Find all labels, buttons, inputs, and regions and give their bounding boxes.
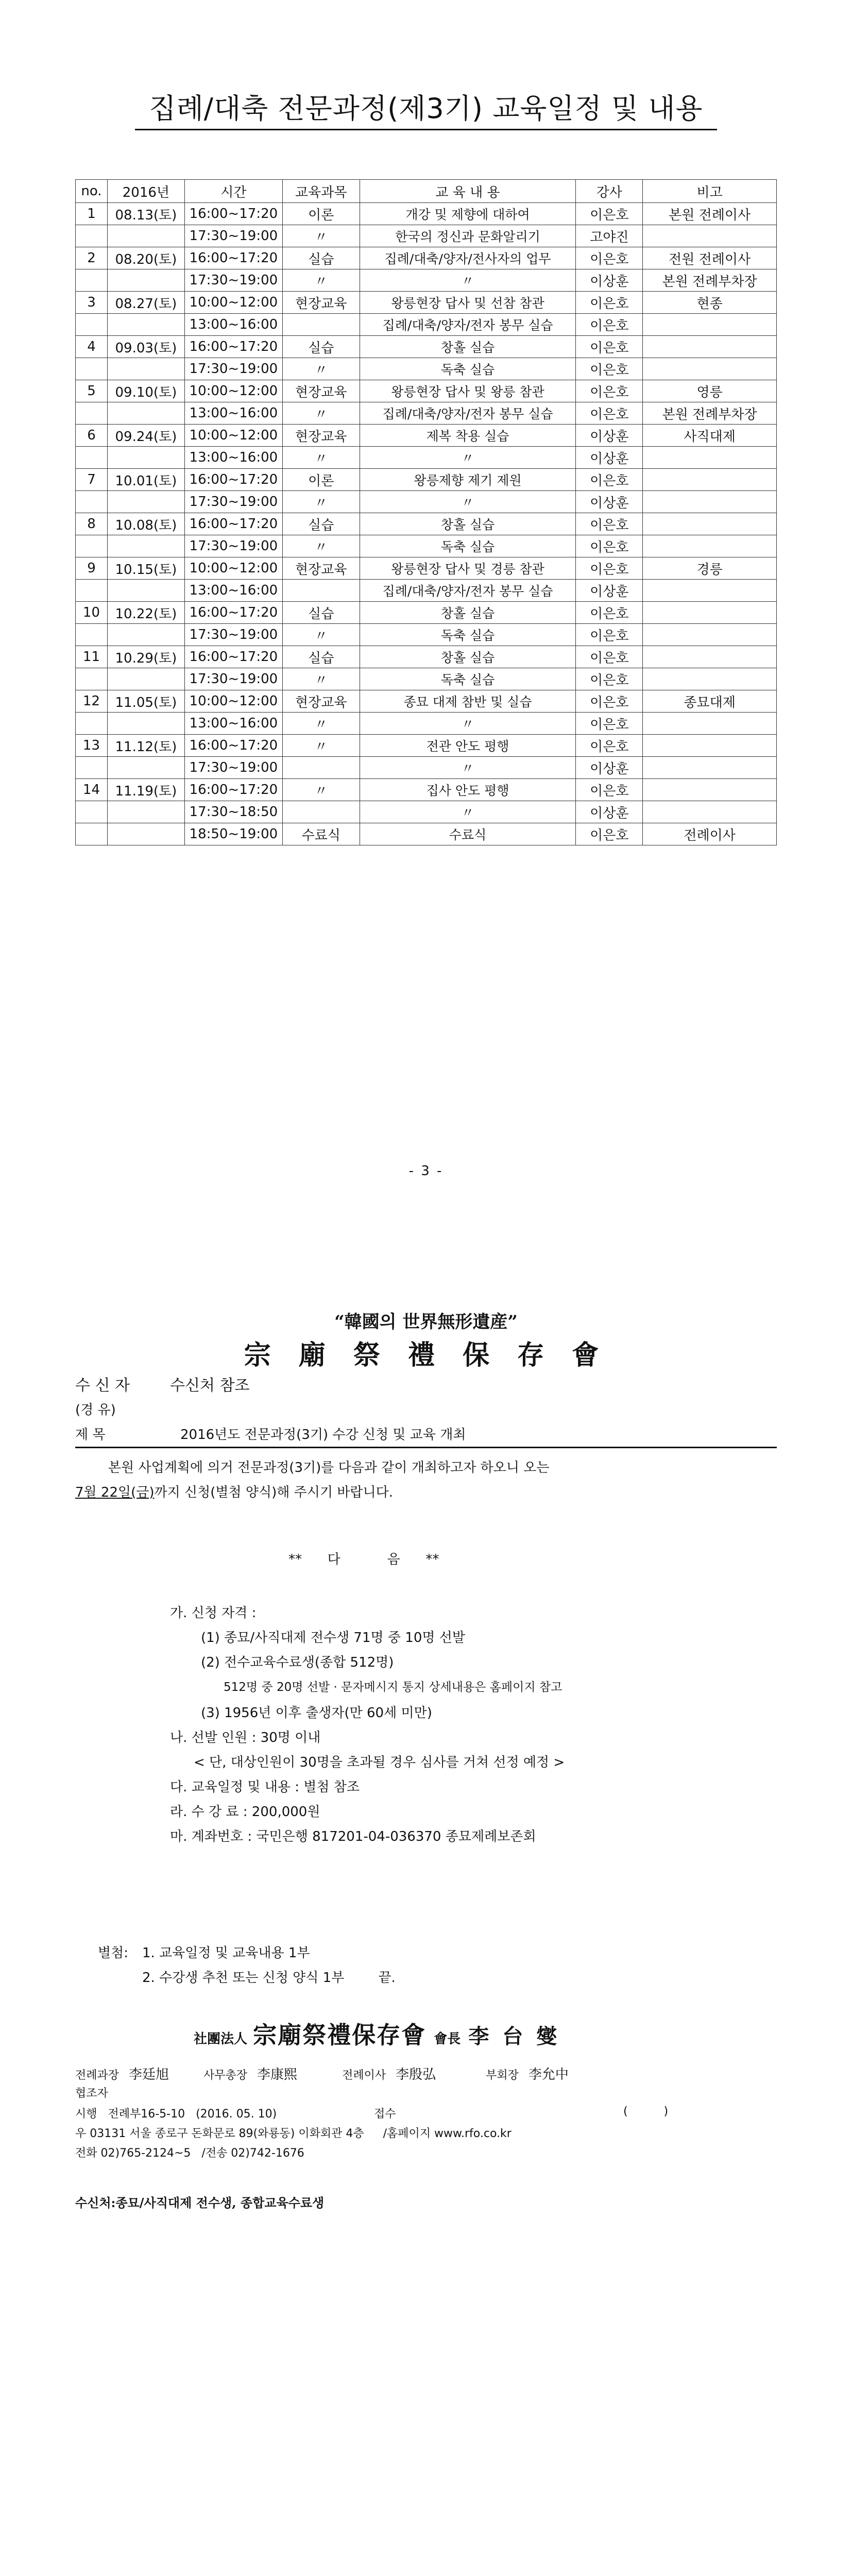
subject-label: 제 목 (75, 1427, 106, 1443)
cell-subject (282, 757, 360, 779)
cell-time: 17:30~19:00 (184, 225, 282, 247)
cell-no: 13 (76, 735, 108, 757)
cell-content: 〃 (360, 801, 576, 823)
via-label: (경 유) (75, 1402, 116, 1418)
schedule-row (76, 779, 777, 801)
cell-time: 10:00~12:00 (184, 425, 282, 447)
schedule-row (76, 402, 777, 425)
cell-time: 16:00~17:20 (184, 336, 282, 358)
cell-instructor: 이은호 (576, 823, 643, 845)
staff-role-2: 사무총장 (203, 2069, 248, 2082)
cell-no: 5 (76, 380, 108, 402)
schedule-title: 집례/대축 전문과정(제3기) 교육일정 및 내용 (149, 92, 703, 125)
cell-subject: 〃 (282, 779, 360, 801)
cell-instructor: 이은호 (576, 535, 643, 557)
schedule-row (76, 557, 777, 580)
cell-time: 16:00~17:20 (184, 469, 282, 491)
cell-subject (282, 801, 360, 823)
col-date: 2016년 (107, 180, 184, 203)
cell-no: 6 (76, 425, 108, 447)
cell-note (643, 513, 777, 535)
schedule-row (76, 801, 777, 823)
cell-time: 13:00~16:00 (184, 402, 282, 425)
item-count: 나. 선발 인원 : 30명 이내 (170, 1730, 321, 1745)
cell-subject: 〃 (282, 713, 360, 735)
cell-instructor: 이상훈 (576, 580, 643, 602)
signature-prefix: 社團法人 (194, 2031, 248, 2047)
cell-date: 09.10(토) (107, 380, 184, 402)
schedule-row (76, 823, 777, 845)
next-heading: ** 다 음 ** (288, 1552, 439, 1567)
cell-subject: 실습 (282, 646, 360, 668)
cell-note: 경릉 (643, 557, 777, 580)
cell-date: 10.01(토) (107, 469, 184, 491)
staff-role-4: 부회장 (486, 2069, 519, 2082)
cell-subject: 현장교육 (282, 690, 360, 713)
schedule-row (76, 358, 777, 380)
cell-time: 16:00~17:20 (184, 513, 282, 535)
cell-content: 〃 (360, 757, 576, 779)
cell-no: 1 (76, 203, 108, 225)
cell-instructor: 이은호 (576, 779, 643, 801)
cell-time: 17:30~19:00 (184, 535, 282, 557)
cell-time: 13:00~16:00 (184, 713, 282, 735)
schedule-row (76, 469, 777, 491)
cell-time: 16:00~17:20 (184, 602, 282, 624)
cell-instructor: 이은호 (576, 713, 643, 735)
staff-row (75, 2064, 569, 2083)
deadline-date: 7월 22일(금) (75, 1485, 155, 1500)
cell-date: 08.20(토) (107, 247, 184, 269)
cell-time: 18:50~19:00 (184, 823, 282, 845)
cell-note (643, 225, 777, 247)
cell-date (107, 823, 184, 845)
cell-no (76, 535, 108, 557)
cell-time: 10:00~12:00 (184, 292, 282, 314)
cell-no (76, 757, 108, 779)
recipient-label: 수 신 자 (75, 1377, 130, 1395)
cell-date: 10.29(토) (107, 646, 184, 668)
item-fee: 라. 수 강 료 : 200,000원 (170, 1804, 320, 1820)
cell-no: 11 (76, 646, 108, 668)
cell-no (76, 668, 108, 690)
cell-no: 2 (76, 247, 108, 269)
schedule-row (76, 713, 777, 735)
schedule-row (76, 336, 777, 358)
cell-no: 7 (76, 469, 108, 491)
cell-content: 왕릉현장 답사 및 왕릉 참관 (360, 380, 576, 402)
cell-subject: 〃 (282, 447, 360, 469)
cell-note (643, 624, 777, 646)
cell-note: 본원 전례부차장 (643, 269, 777, 292)
cell-note (643, 668, 777, 690)
page-number: - 3 - (408, 1163, 444, 1179)
cell-time: 10:00~12:00 (184, 380, 282, 402)
cell-date: 11.19(토) (107, 779, 184, 801)
cell-note (643, 336, 777, 358)
cell-content: 집례/대축/양자/전자 봉무 실습 (360, 314, 576, 336)
cell-content: 독축 실습 (360, 668, 576, 690)
cell-note (643, 757, 777, 779)
cell-instructor: 이상훈 (576, 757, 643, 779)
signature-name: 李 台 燮 (468, 2024, 560, 2048)
cell-instructor: 이상훈 (576, 425, 643, 447)
cell-time: 16:00~17:20 (184, 735, 282, 757)
cell-instructor: 이은호 (576, 314, 643, 336)
schedule-row (76, 425, 777, 447)
cooperation-label: 협조자 (75, 2087, 108, 2100)
cell-instructor: 이은호 (576, 557, 643, 580)
cell-subject: 〃 (282, 225, 360, 247)
cell-subject: 〃 (282, 491, 360, 513)
cell-date: 11.05(토) (107, 690, 184, 713)
cell-note: 본원 전례부차장 (643, 402, 777, 425)
item-qual-3: (3) 1956년 이후 출생자(만 60세 미만) (201, 1705, 432, 1721)
cell-subject (282, 314, 360, 336)
cell-subject: 현장교육 (282, 425, 360, 447)
cell-subject: 〃 (282, 269, 360, 292)
cell-no (76, 801, 108, 823)
cell-subject: 〃 (282, 535, 360, 557)
cell-subject: 현장교육 (282, 380, 360, 402)
cell-no (76, 314, 108, 336)
cell-date (107, 491, 184, 513)
cell-subject: 현장교육 (282, 292, 360, 314)
cell-date (107, 447, 184, 469)
cell-content: 제복 착용 실습 (360, 425, 576, 447)
cell-time: 10:00~12:00 (184, 557, 282, 580)
cell-content: 종묘 대제 참반 및 실습 (360, 690, 576, 713)
staff-name-4: 李允中 (528, 2067, 569, 2082)
cell-subject: 〃 (282, 735, 360, 757)
cell-content: 독축 실습 (360, 535, 576, 557)
cell-time: 17:30~19:00 (184, 757, 282, 779)
schedule-row (76, 314, 777, 336)
cell-instructor: 고야진 (576, 225, 643, 247)
col-content: 교 육 내 용 (360, 180, 576, 203)
cell-no: 10 (76, 602, 108, 624)
cell-time: 17:30~19:00 (184, 269, 282, 292)
col-no: no. (76, 180, 108, 203)
cell-content: 개강 및 제향에 대하여 (360, 203, 576, 225)
cell-instructor: 이은호 (576, 624, 643, 646)
cell-no (76, 269, 108, 292)
cell-instructor: 이상훈 (576, 447, 643, 469)
cell-subject: 〃 (282, 668, 360, 690)
schedule-row (76, 491, 777, 513)
cell-date (107, 225, 184, 247)
cell-no (76, 447, 108, 469)
cell-no (76, 491, 108, 513)
schedule-row (76, 380, 777, 402)
attachment-2: 2. 수강생 추천 또는 신청 양식 1부 끝. (142, 1970, 396, 1986)
body-line-2-rest: 까지 신청(별첨 양식)해 주시기 바랍니다. (154, 1485, 393, 1500)
cell-subject: 현장교육 (282, 557, 360, 580)
cell-content: 집례/대축/양자/전자 봉무 실습 (360, 580, 576, 602)
cell-instructor: 이은호 (576, 380, 643, 402)
phone-line: 전화 02)765-2124~5 /전송 02)742-1676 (75, 2147, 304, 2160)
cell-time: 16:00~17:20 (184, 203, 282, 225)
schedule-row (76, 292, 777, 314)
org-slogan: “韓國의 世界無形遺産” (334, 1312, 518, 1332)
cell-content: 집사 안도 평행 (360, 779, 576, 801)
cell-time: 17:30~19:00 (184, 358, 282, 380)
col-subject: 교육과목 (282, 180, 360, 203)
cell-instructor: 이은호 (576, 646, 643, 668)
cell-no: 4 (76, 336, 108, 358)
staff-name-2: 李康熙 (257, 2067, 298, 2082)
col-instructor: 강사 (576, 180, 643, 203)
cell-content: 한국의 정신과 문화알리기 (360, 225, 576, 247)
cell-subject: 수료식 (282, 823, 360, 845)
attachment-1: 1. 교육일정 및 교육내용 1부 (142, 1945, 310, 1961)
cell-note (643, 779, 777, 801)
cell-note (643, 801, 777, 823)
col-note: 비고 (643, 180, 777, 203)
org-name: 宗 廟 祭 禮 保 存 會 (244, 1340, 608, 1371)
item-qual-2-detail: 512명 중 20명 선발 · 문자메시지 통지 상세내용은 홈페이지 참고 (224, 1681, 563, 1694)
cell-note: 사직대제 (643, 425, 777, 447)
cell-date: 10.08(토) (107, 513, 184, 535)
cell-note (643, 314, 777, 336)
cell-date: 10.22(토) (107, 602, 184, 624)
body-line-2 (75, 1482, 393, 1501)
body-line-1: 본원 사업계획에 의거 전문과정(3기)를 다음과 같이 개최하고자 하오니 오는 (108, 1460, 550, 1476)
schedule-row (76, 757, 777, 779)
cell-note (643, 447, 777, 469)
address-line (75, 2125, 512, 2141)
cell-no: 12 (76, 690, 108, 713)
cell-date (107, 580, 184, 602)
cell-content: 집례/대축/양자/전사자의 업무 (360, 247, 576, 269)
cell-note (643, 580, 777, 602)
schedule-body (76, 203, 777, 845)
cell-instructor: 이은호 (576, 513, 643, 535)
staff-name-3: 李殷弘 (396, 2067, 436, 2082)
cell-time: 17:30~19:00 (184, 624, 282, 646)
cell-note (643, 491, 777, 513)
cell-instructor: 이은호 (576, 203, 643, 225)
cell-instructor: 이상훈 (576, 491, 643, 513)
cell-no: 8 (76, 513, 108, 535)
cell-date (107, 358, 184, 380)
signature-title: 會長 (434, 2031, 461, 2047)
recipient-value: 수신처 참조 (170, 1377, 250, 1395)
schedule-row (76, 602, 777, 624)
cell-note: 전례이사 (643, 823, 777, 845)
doc-number: 시행 전례부16-5-10 (2016. 05. 10) (75, 2108, 277, 2121)
cell-date: 11.12(토) (107, 735, 184, 757)
cell-no (76, 358, 108, 380)
cell-instructor: 이은호 (576, 247, 643, 269)
item-qual-1: (1) 종묘/사직대제 전수생 71명 중 10명 선발 (201, 1630, 465, 1646)
schedule-row (76, 580, 777, 602)
cell-subject: 실습 (282, 247, 360, 269)
signature-org: 宗廟祭禮保存會 (253, 2021, 427, 2049)
cell-date (107, 713, 184, 735)
cell-time: 17:30~19:00 (184, 491, 282, 513)
cell-instructor: 이상훈 (576, 269, 643, 292)
subject-value: 2016년도 전문과정(3기) 수강 신청 및 교육 개최 (180, 1427, 466, 1443)
schedule-row (76, 247, 777, 269)
cell-date (107, 668, 184, 690)
schedule-row (76, 646, 777, 668)
cell-note (643, 535, 777, 557)
cell-content: 〃 (360, 447, 576, 469)
cell-instructor: 이은호 (576, 469, 643, 491)
cell-note (643, 713, 777, 735)
cell-instructor: 이상훈 (576, 801, 643, 823)
cell-content: 왕릉현장 답사 및 선참 참관 (360, 292, 576, 314)
cell-instructor: 이은호 (576, 735, 643, 757)
cell-time: 13:00~16:00 (184, 580, 282, 602)
title-underline (135, 129, 717, 130)
subject-divider (75, 1447, 777, 1448)
cell-date (107, 535, 184, 557)
cell-subject: 〃 (282, 624, 360, 646)
cell-subject (282, 580, 360, 602)
cell-date: 08.27(토) (107, 292, 184, 314)
cell-note (643, 602, 777, 624)
cell-date: 10.15(토) (107, 557, 184, 580)
cell-no: 9 (76, 557, 108, 580)
cell-content: 집례/대축/양자/전자 봉무 실습 (360, 402, 576, 425)
cell-time: 13:00~16:00 (184, 314, 282, 336)
cell-instructor: 이은호 (576, 292, 643, 314)
cell-note: 전원 전례이사 (643, 247, 777, 269)
cell-note (643, 735, 777, 757)
cell-note (643, 646, 777, 668)
cell-subject: 〃 (282, 402, 360, 425)
schedule-table (75, 179, 777, 845)
schedule-row (76, 624, 777, 646)
schedule-row (76, 513, 777, 535)
schedule-row (76, 269, 777, 292)
cell-subject: 실습 (282, 513, 360, 535)
cell-time: 13:00~16:00 (184, 447, 282, 469)
cell-date (107, 402, 184, 425)
cell-instructor: 이은호 (576, 690, 643, 713)
cell-subject: 이론 (282, 203, 360, 225)
cell-instructor: 이은호 (576, 602, 643, 624)
schedule-row (76, 225, 777, 247)
schedule-row (76, 535, 777, 557)
schedule-row (76, 690, 777, 713)
cell-content: 전관 안도 평행 (360, 735, 576, 757)
item-count-note: < 단, 대상인원이 30명을 초과될 경우 심사를 거쳐 선정 예정 > (194, 1755, 565, 1770)
attachment-label: 별첨: (98, 1945, 128, 1961)
staff-role-1: 전례과장 (75, 2069, 120, 2082)
cell-no: 3 (76, 292, 108, 314)
cell-time: 16:00~17:20 (184, 646, 282, 668)
cell-date (107, 269, 184, 292)
cell-date (107, 624, 184, 646)
cell-time: 17:30~19:00 (184, 668, 282, 690)
cell-time: 17:30~18:50 (184, 801, 282, 823)
schedule-row (76, 668, 777, 690)
cell-instructor: 이은호 (576, 668, 643, 690)
cell-content: 독축 실습 (360, 624, 576, 646)
cell-content: 〃 (360, 491, 576, 513)
cell-content: 수료식 (360, 823, 576, 845)
cell-content: 창홀 실습 (360, 602, 576, 624)
staff-name-1: 李廷旭 (129, 2067, 169, 2082)
cell-content: 창홀 실습 (360, 513, 576, 535)
cell-time: 10:00~12:00 (184, 690, 282, 713)
cell-instructor: 이은호 (576, 358, 643, 380)
cell-content: 〃 (360, 269, 576, 292)
item-qual-2: (2) 전수교육수료생(종합 512명) (201, 1655, 394, 1670)
cell-note: 본원 전례이사 (643, 203, 777, 225)
cell-content: 왕릉현장 답사 및 경릉 참관 (360, 557, 576, 580)
col-time: 시간 (184, 180, 282, 203)
cell-note: 현종 (643, 292, 777, 314)
homepage: /홈페이지 www.rfo.co.kr (383, 2127, 512, 2140)
cell-no (76, 713, 108, 735)
schedule-row (76, 447, 777, 469)
cell-date (107, 801, 184, 823)
item-qualification: 가. 신청 자격 : (170, 1605, 257, 1621)
cell-subject: 〃 (282, 358, 360, 380)
cell-subject: 실습 (282, 602, 360, 624)
cell-note: 영릉 (643, 380, 777, 402)
cell-instructor: 이은호 (576, 402, 643, 425)
cell-note: 종묘대제 (643, 690, 777, 713)
recipients-footer: 수신처:종묘/사직대제 전수생, 종합교육수료생 (75, 2195, 325, 2210)
item-account: 마. 계좌번호 : 국민은행 817201-04-036370 종묘제례보존회 (170, 1829, 536, 1844)
cell-content: 〃 (360, 713, 576, 735)
cell-note (643, 358, 777, 380)
cell-date (107, 757, 184, 779)
cell-no (76, 402, 108, 425)
cell-time: 16:00~17:20 (184, 779, 282, 801)
cell-date: 09.24(토) (107, 425, 184, 447)
address: 우 03131 서울 종로구 돈화문로 89(와룡동) 이화회관 4층 (75, 2127, 364, 2140)
cell-date (107, 314, 184, 336)
item-schedule: 다. 교육일정 및 내용 : 별첨 참조 (170, 1780, 360, 1795)
schedule-header-row (76, 180, 777, 203)
staff-role-3: 전례이사 (342, 2069, 386, 2082)
schedule-row (76, 735, 777, 757)
cell-subject: 실습 (282, 336, 360, 358)
cell-no (76, 624, 108, 646)
cell-date: 08.13(토) (107, 203, 184, 225)
cell-no (76, 580, 108, 602)
receipt-label: 접수 (374, 2108, 396, 2121)
cell-no: 14 (76, 779, 108, 801)
cell-content: 독축 실습 (360, 358, 576, 380)
cell-time: 16:00~17:20 (184, 247, 282, 269)
cell-content: 창홀 실습 (360, 336, 576, 358)
cell-date: 09.03(토) (107, 336, 184, 358)
cell-instructor: 이은호 (576, 336, 643, 358)
cell-subject: 이론 (282, 469, 360, 491)
receipt-paren: ( ) (623, 2105, 669, 2118)
cell-no (76, 823, 108, 845)
cell-no (76, 225, 108, 247)
cell-content: 창홀 실습 (360, 646, 576, 668)
schedule-row (76, 203, 777, 225)
cell-content: 왕릉제향 제기 제원 (360, 469, 576, 491)
signature-block (194, 2016, 560, 2050)
cell-note (643, 469, 777, 491)
